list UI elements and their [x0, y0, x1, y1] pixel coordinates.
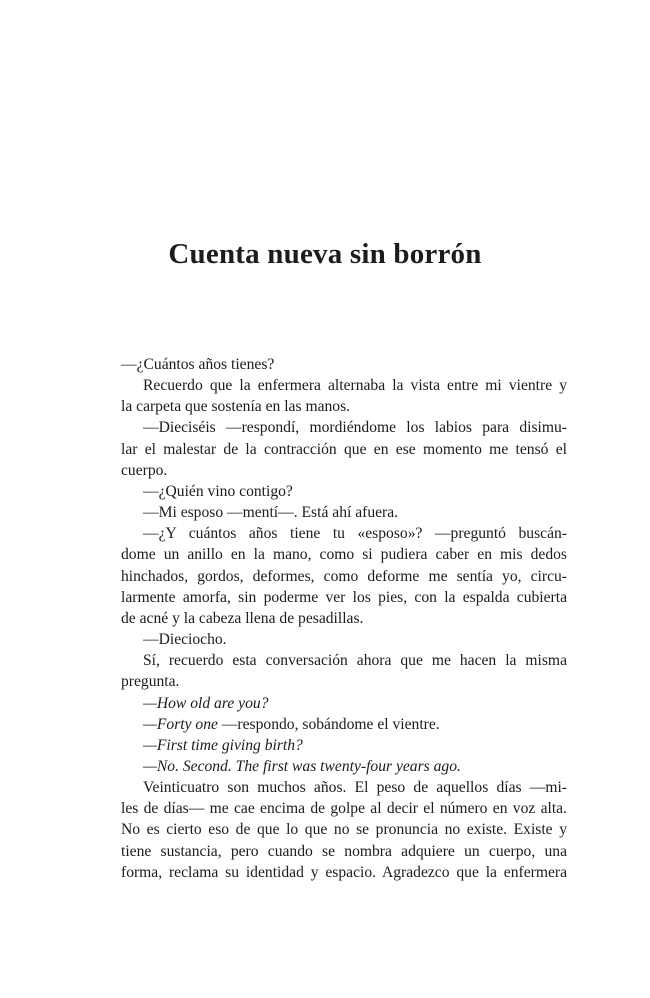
italic-text: —How old are you? [143, 694, 269, 712]
text-line: No es cierto eso de que lo que no se pronuncia no existe. Existe y [121, 821, 567, 839]
text-line: Veinticuatro son muchos años. El peso de aquellos días —mi- [143, 779, 567, 797]
body-text [121, 354, 567, 883]
text-line: la carpeta que sostenía en las manos. [121, 398, 351, 416]
chapter-title: Cuenta nueva sin borrón [168, 238, 482, 270]
text-line: —Mi esposo —mentí—. Está ahí afuera. [143, 504, 399, 522]
text-line [121, 714, 567, 735]
text-line: Recuerdo que la enfermera alternaba la vista entre mi vientre y [143, 377, 567, 395]
text-line: —Dieciocho. [143, 631, 227, 649]
text-line: pregunta. [121, 673, 180, 691]
text-line: cuerpo. [121, 461, 168, 479]
italic-text: —Forty one [143, 715, 218, 733]
text-line: hinchados, gordos, deformes, como deforme me sentía yo, circu- [121, 567, 567, 585]
text-line: les de días— me cae encima de golpe al decir el número en voz alta. [121, 800, 567, 818]
text-line: de acné y la cabeza llena de pesadillas. [121, 609, 364, 627]
text-line [121, 693, 567, 714]
italic-text: —No. Second. The first was twenty-four years ago. [143, 757, 461, 775]
italic-text: —First time giving birth? [143, 736, 303, 754]
text-line: —Dieciséis —respondí, mordiéndome los labios para disimu- [143, 419, 567, 437]
roman-text: —respondo, sobándome el vientre. [217, 715, 440, 733]
text-line: dome un anillo en la mano, como si pudiera caber en mis dedos [121, 546, 567, 564]
text-line: larmente amorfa, sin poderme ver los pies, con la espalda cubierta [121, 588, 567, 606]
text-line: lar el malestar de la contracción que en ese momento me tensó el [121, 440, 567, 458]
text-line: tiene sustancia, pero cuando se nombra adquiere un cuerpo, una [121, 842, 567, 860]
text-line: —¿Cuántos años tienes? [121, 356, 275, 373]
text-line: —¿Y cuántos años tiene tu «esposo»? —preguntó buscán- [143, 525, 567, 543]
text-line [121, 756, 567, 777]
text-line: —¿Quién vino contigo? [143, 482, 293, 500]
text-line [121, 735, 567, 756]
text-line: forma, reclama su identidad y espacio. Agradezco que la enfermera [121, 863, 567, 881]
text-line: Sí, recuerdo esta conversación ahora que me hacen la misma [143, 652, 567, 670]
